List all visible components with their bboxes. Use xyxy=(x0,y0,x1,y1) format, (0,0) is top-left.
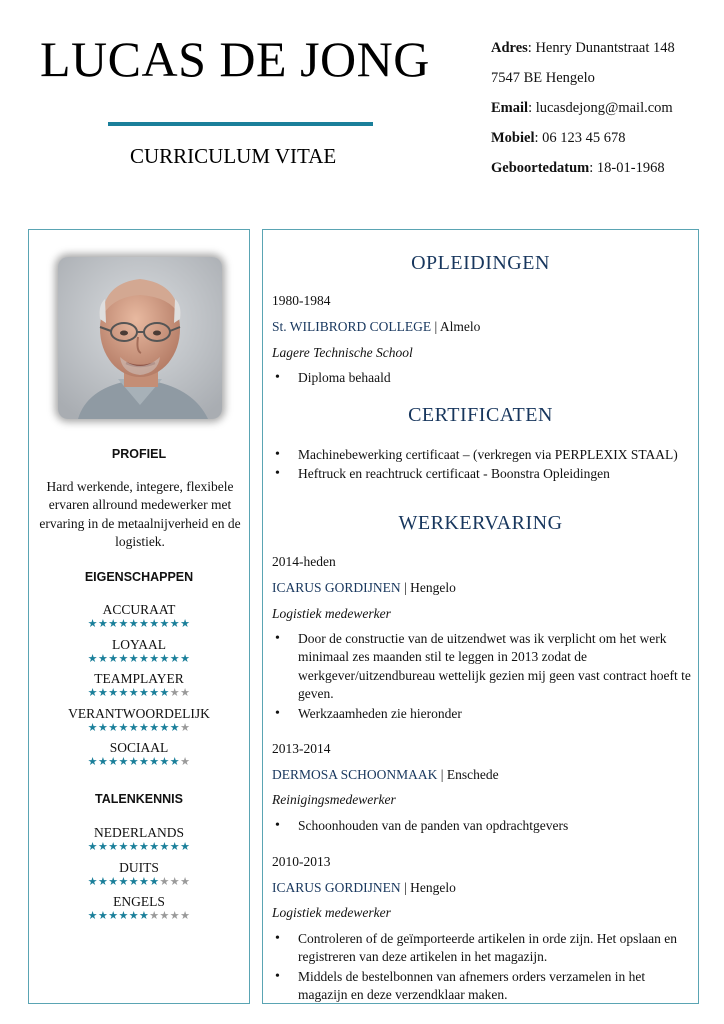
star-icon: ★ xyxy=(108,909,119,922)
star-icon: ★ xyxy=(159,755,170,768)
star-icon: ★ xyxy=(87,720,98,734)
job-company-line xyxy=(272,766,499,784)
header-accent-rule xyxy=(108,122,373,126)
job-city: | Hengelo xyxy=(404,580,456,595)
traits-list xyxy=(29,601,249,774)
bullet-item: • Heftruck en reachtruck certificaat - Boonstra Opleidingen xyxy=(272,465,692,483)
skill-rating xyxy=(29,876,249,888)
job-bullets xyxy=(272,817,692,836)
star-icon: ★ xyxy=(139,651,150,665)
job-bullets xyxy=(272,930,692,1006)
star-icon: ★ xyxy=(169,755,181,768)
skill-label: SOCIAAL xyxy=(109,740,169,755)
star-icon: ★ xyxy=(159,686,170,699)
education-bullets xyxy=(272,369,692,388)
skill-item xyxy=(29,824,249,859)
education-heading: OPLEIDINGEN xyxy=(411,252,550,274)
star-icon: ★ xyxy=(149,617,160,630)
star-icon: ★ xyxy=(169,874,181,888)
job-company-line xyxy=(272,579,456,597)
birthdate-label: Geboortedatum xyxy=(491,160,590,176)
star-icon: ★ xyxy=(97,651,109,665)
skill-rating xyxy=(29,722,249,734)
bullet-item: • Controleren of de geïmporteerde artikelen in orde zijn. Het opslaan en registreren van deze artikelen in het magazijn. xyxy=(272,930,692,967)
star-icon: ★ xyxy=(97,720,109,734)
star-icon: ★ xyxy=(108,840,119,853)
job-company: DERMOSA SCHOONMAAK xyxy=(272,767,438,782)
star-icon: ★ xyxy=(149,840,160,853)
star-icon: ★ xyxy=(159,874,170,888)
star-icon: ★ xyxy=(180,720,191,734)
star-icon: ★ xyxy=(128,840,139,853)
star-icon: ★ xyxy=(128,651,139,665)
education-period: 1980-1984 xyxy=(272,293,331,308)
star-icon: ★ xyxy=(118,755,129,768)
star-icon: ★ xyxy=(108,755,119,768)
star-icon: ★ xyxy=(139,686,150,699)
star-icon: ★ xyxy=(149,720,160,734)
traits-heading: EIGENSCHAPPEN xyxy=(84,570,194,584)
skill-rating xyxy=(29,841,249,853)
star-icon: ★ xyxy=(118,720,129,734)
skill-rating xyxy=(29,618,249,630)
address-value: Henry Dunantstraat 148 xyxy=(535,40,675,56)
star-icon: ★ xyxy=(87,651,98,665)
star-icon: ★ xyxy=(180,617,191,630)
star-icon: ★ xyxy=(97,617,109,630)
skill-rating xyxy=(29,687,249,699)
star-icon: ★ xyxy=(118,651,129,665)
education-city: | Almelo xyxy=(434,319,481,334)
star-icon: ★ xyxy=(118,874,129,888)
skill-item xyxy=(29,739,249,774)
profile-photo xyxy=(58,257,222,419)
star-icon: ★ xyxy=(128,909,139,922)
bullet-item: • Diploma behaald xyxy=(272,369,692,387)
star-icon: ★ xyxy=(139,617,150,630)
profile-text: Hard werkende, integere, flexibele ervaren allround medewerker met ervaring in de metaalnijverheid en de logistiek. xyxy=(39,479,241,549)
star-icon: ★ xyxy=(128,686,139,699)
skill-label: NEDERLANDS xyxy=(94,825,184,840)
skill-item xyxy=(29,636,249,671)
star-icon: ★ xyxy=(108,686,119,699)
contact-address-line2: 7547 BE Hengelo xyxy=(491,70,595,86)
star-icon: ★ xyxy=(128,617,139,630)
certificates-heading: CERTIFICATEN xyxy=(408,404,553,426)
phone-value: 06 123 45 678 xyxy=(542,130,626,146)
job-role: Logistiek medewerker xyxy=(272,606,391,621)
contact-email: Email: lucasdejong@mail.com xyxy=(491,100,673,116)
job-company: ICARUS GORDIJNEN xyxy=(272,880,401,895)
star-icon: ★ xyxy=(118,909,129,922)
star-icon: ★ xyxy=(159,909,170,922)
star-icon: ★ xyxy=(169,617,181,630)
star-icon: ★ xyxy=(149,755,160,768)
languages-heading: TALENKENNIS xyxy=(95,792,183,806)
job-role: Reinigingsmedewerker xyxy=(272,792,396,807)
star-icon: ★ xyxy=(149,909,160,922)
star-icon: ★ xyxy=(180,840,191,853)
star-icon: ★ xyxy=(87,755,98,768)
star-icon: ★ xyxy=(128,874,139,888)
skill-label: ENGELS xyxy=(113,894,165,909)
star-icon: ★ xyxy=(169,720,181,734)
star-icon: ★ xyxy=(180,909,191,922)
star-icon: ★ xyxy=(159,840,170,853)
star-icon: ★ xyxy=(108,651,119,665)
star-icon: ★ xyxy=(108,874,119,888)
skill-rating xyxy=(29,910,249,922)
job-bullets xyxy=(272,630,692,724)
star-icon: ★ xyxy=(87,617,98,630)
job-role: Logistiek medewerker xyxy=(272,905,391,920)
document-subtitle: CURRICULUM VITAE xyxy=(130,144,337,168)
skill-label: DUITS xyxy=(119,859,159,875)
job-company-line xyxy=(272,879,456,897)
certificates-bullets xyxy=(272,446,692,485)
job-city: | Enschede xyxy=(440,767,499,782)
job-company: ICARUS GORDIJNEN xyxy=(272,580,401,595)
skill-label: TEAMPLAYER xyxy=(94,671,184,686)
bullet-item: • Werkzaamheden zie hieronder xyxy=(272,705,692,723)
skill-item xyxy=(29,705,249,740)
contact-phone: Mobiel: 06 123 45 678 xyxy=(491,130,626,146)
bullet-item: • Door de constructie van de uitzendwet was ik verplicht om het werk minimaal zes maanden stil te leggen in 2013 zodat de werkgever/uitzendbureau wettelijk gezien mij geen vast contract hoeft te geven. xyxy=(272,630,692,704)
star-icon: ★ xyxy=(118,617,129,630)
email-value[interactable]: lucasdejong@mail.com xyxy=(535,100,673,116)
birthdate-value: 18-01-1968 xyxy=(596,160,665,176)
job-period: 2013-2014 xyxy=(272,741,331,756)
star-icon: ★ xyxy=(139,755,150,768)
bullet-item: • Schoonhouden van de panden van opdrachtgevers xyxy=(272,817,692,835)
star-icon: ★ xyxy=(139,720,150,734)
education-school-line xyxy=(272,318,480,336)
education-program: Lagere Technische School xyxy=(272,345,413,360)
star-icon: ★ xyxy=(87,874,98,888)
star-icon: ★ xyxy=(169,909,181,922)
skill-rating xyxy=(29,756,249,768)
languages-list xyxy=(29,824,249,928)
star-icon: ★ xyxy=(139,840,150,853)
skill-item xyxy=(29,670,249,705)
profile-heading: PROFIEL xyxy=(111,447,167,461)
star-icon: ★ xyxy=(97,909,109,922)
star-icon: ★ xyxy=(159,617,170,630)
job-period: 2010-2013 xyxy=(272,854,331,869)
skill-item xyxy=(29,601,249,636)
star-icon: ★ xyxy=(159,720,170,734)
star-icon: ★ xyxy=(108,617,119,630)
star-icon: ★ xyxy=(180,651,191,665)
sidebar-panel xyxy=(28,229,250,1004)
star-icon: ★ xyxy=(180,686,191,699)
education-school: St. WILIBRORD COLLEGE xyxy=(272,319,432,334)
star-icon: ★ xyxy=(180,755,191,768)
star-icon: ★ xyxy=(169,651,181,665)
contact-birthdate: Geboortedatum: 18-01-1968 xyxy=(491,160,665,176)
star-icon: ★ xyxy=(87,840,98,853)
skill-item xyxy=(29,893,249,928)
star-icon: ★ xyxy=(87,909,98,922)
skill-label: ACCURAAT xyxy=(102,602,176,617)
email-label: Email xyxy=(491,100,529,116)
star-icon: ★ xyxy=(128,720,139,734)
star-icon: ★ xyxy=(149,686,160,699)
phone-label: Mobiel xyxy=(491,130,535,146)
star-icon: ★ xyxy=(149,651,160,665)
profile-photo-image xyxy=(58,257,222,419)
star-icon: ★ xyxy=(169,840,181,853)
star-icon: ★ xyxy=(128,755,139,768)
star-icon: ★ xyxy=(97,840,109,853)
skill-rating xyxy=(29,653,249,665)
star-icon: ★ xyxy=(97,686,109,699)
star-icon: ★ xyxy=(139,909,150,922)
skill-label: LOYAAL xyxy=(112,636,166,652)
star-icon: ★ xyxy=(149,874,160,888)
star-icon: ★ xyxy=(118,840,129,853)
star-icon: ★ xyxy=(118,686,129,699)
bullet-item: • Middels de bestelbonnen van afnemers orders verzamelen in het magazijn en deze verzendklaar maken. xyxy=(272,968,692,1005)
main-panel xyxy=(262,229,699,1004)
star-icon: ★ xyxy=(97,755,109,768)
skill-item xyxy=(29,859,249,894)
star-icon: ★ xyxy=(87,686,98,699)
star-icon: ★ xyxy=(169,686,181,699)
candidate-name: LUCAS DE JONG xyxy=(40,31,430,87)
star-icon: ★ xyxy=(159,651,170,665)
contact-address-line1: Adres: Henry Dunantstraat 148 xyxy=(491,40,675,56)
address-label: Adres xyxy=(491,40,528,56)
job-city: | Hengelo xyxy=(404,880,456,895)
bullet-item: • Machinebewerking certificaat – (verkregen via PERPLEXIX STAAL) xyxy=(272,446,692,464)
star-icon: ★ xyxy=(139,874,150,888)
star-icon: ★ xyxy=(97,874,109,888)
skill-label: VERANTWOORDELIJK xyxy=(68,705,210,721)
star-icon: ★ xyxy=(180,874,191,888)
star-icon: ★ xyxy=(108,720,119,734)
job-period: 2014-heden xyxy=(272,554,336,569)
experience-heading: WERKERVARING xyxy=(398,512,563,534)
contact-block xyxy=(491,33,716,183)
